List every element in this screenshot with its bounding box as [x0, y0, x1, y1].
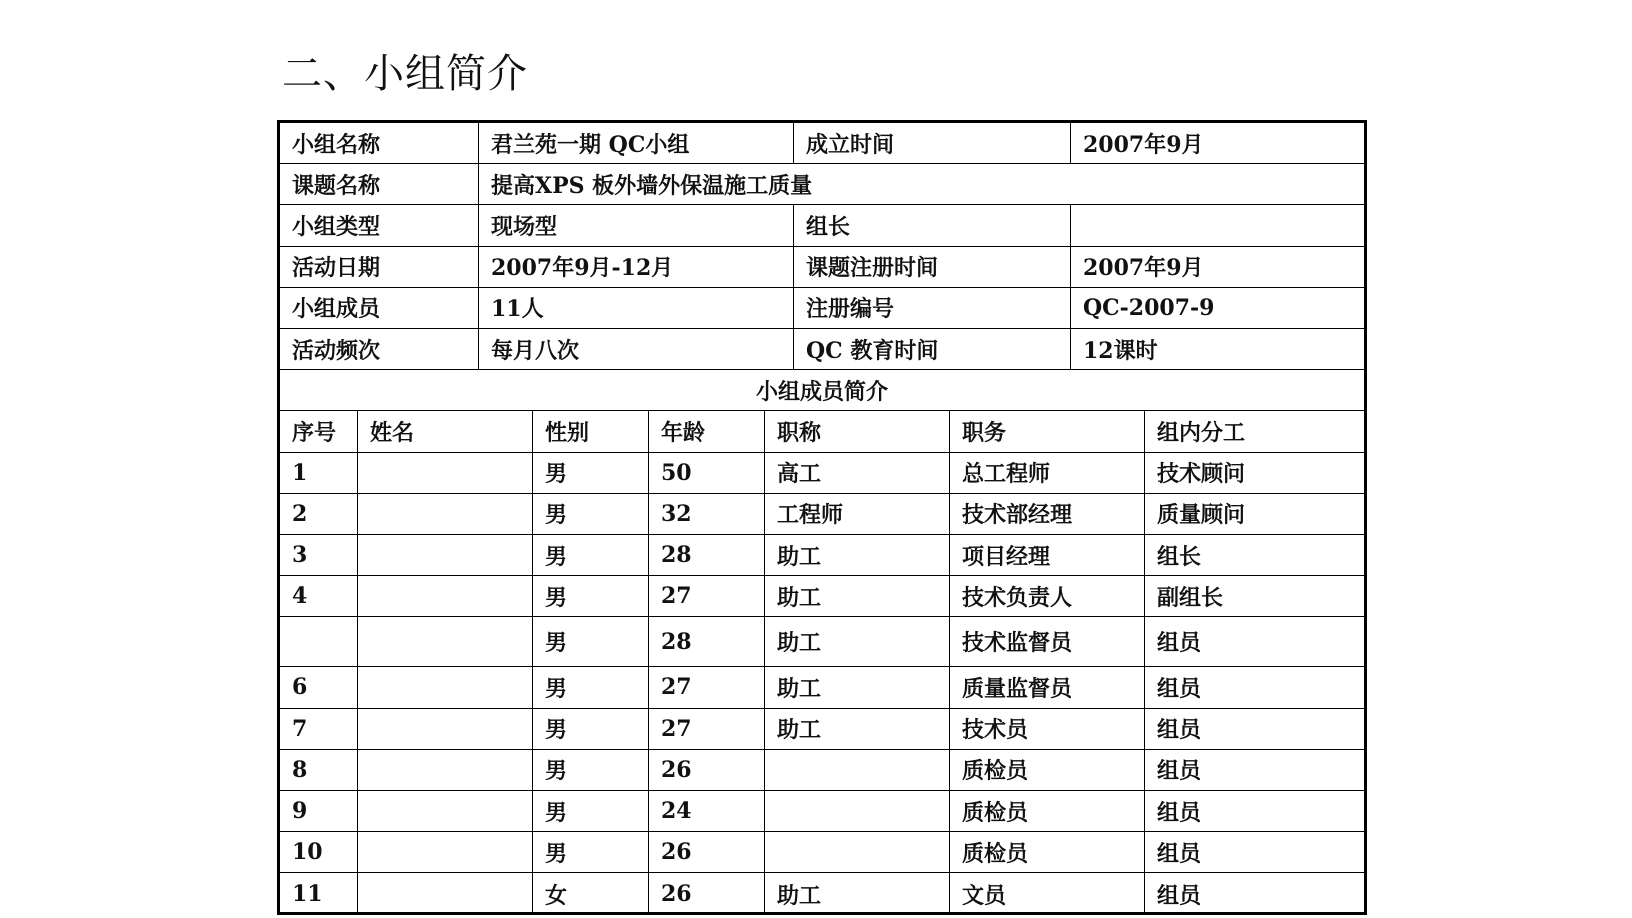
member-cell: 男	[533, 535, 649, 576]
member-cell: 男	[533, 750, 649, 791]
column-header: 职务	[950, 411, 1145, 452]
member-cell	[358, 667, 533, 708]
info-label: 活动频次	[280, 329, 479, 370]
member-cell	[765, 791, 950, 832]
member-cell: 32	[649, 494, 765, 535]
member-cell: 组员	[1145, 750, 1364, 791]
info-label: 注册编号	[794, 288, 1071, 329]
member-cell	[358, 535, 533, 576]
member-cell: 助工	[765, 576, 950, 617]
member-cell: 男	[533, 791, 649, 832]
info-label: 活动日期	[280, 247, 479, 288]
member-cell: 男	[533, 832, 649, 873]
column-header: 职称	[765, 411, 950, 452]
member-cell: 助工	[765, 667, 950, 708]
member-cell: 26	[649, 832, 765, 873]
member-cell: 24	[649, 791, 765, 832]
member-cell: 11	[280, 873, 358, 915]
info-label: 课题名称	[280, 164, 479, 205]
member-cell: 总工程师	[950, 453, 1145, 494]
member-cell: 质检员	[950, 832, 1145, 873]
info-label: 小组类型	[280, 205, 479, 246]
member-cell: 28	[649, 617, 765, 667]
member-cell	[358, 576, 533, 617]
member-cell: 3	[280, 535, 358, 576]
member-cell: 高工	[765, 453, 950, 494]
member-cell	[358, 453, 533, 494]
member-cell	[358, 709, 533, 750]
member-cell: 男	[533, 494, 649, 535]
column-header: 姓名	[358, 411, 533, 452]
member-cell	[765, 750, 950, 791]
member-cell: 男	[533, 709, 649, 750]
member-cell: 质检员	[950, 791, 1145, 832]
member-cell: 助工	[765, 709, 950, 750]
info-value: 12课时	[1071, 329, 1364, 370]
member-cell: 27	[649, 709, 765, 750]
page-title: 二、小组简介	[282, 51, 528, 97]
member-cell: 组员	[1145, 791, 1364, 832]
member-cell: 技术部经理	[950, 494, 1145, 535]
member-cell: 副组长	[1145, 576, 1364, 617]
member-cell: 男	[533, 453, 649, 494]
info-value: 2007年9月	[1071, 123, 1364, 164]
member-cell: 质检员	[950, 750, 1145, 791]
info-label: 小组成员	[280, 288, 479, 329]
info-value: 2007年9月-12月	[479, 247, 794, 288]
member-cell: 7	[280, 709, 358, 750]
member-cell: 4	[280, 576, 358, 617]
info-label: QC 教育时间	[794, 329, 1071, 370]
member-cell: 女	[533, 873, 649, 915]
info-value	[1071, 205, 1364, 246]
info-label: 小组名称	[280, 123, 479, 164]
column-header: 组内分工	[1145, 411, 1364, 452]
member-cell	[358, 494, 533, 535]
member-cell: 组员	[1157, 882, 1202, 909]
info-value: 2007年9月	[1071, 247, 1364, 288]
member-cell: 26	[649, 873, 765, 915]
info-label: 成立时间	[794, 123, 1071, 164]
column-header: 序号	[280, 411, 358, 452]
member-cell	[358, 750, 533, 791]
column-header: 性别	[533, 411, 649, 452]
member-cell: 27	[649, 667, 765, 708]
member-cell: 26	[649, 750, 765, 791]
info-value: 11人	[479, 288, 794, 329]
member-cell: 质量顾问	[1145, 494, 1364, 535]
member-cell	[280, 617, 358, 667]
member-cell: 技术员	[950, 709, 1145, 750]
member-cell	[358, 617, 533, 667]
member-cell: 助工	[765, 873, 950, 915]
member-cell: 2	[280, 494, 358, 535]
member-cell: 男	[533, 617, 649, 667]
info-value: 提高XPS 板外墙外保温施工质量	[479, 164, 1364, 205]
member-cell: 9	[280, 791, 358, 832]
member-cell: 组长	[1145, 535, 1364, 576]
member-cell: 28	[649, 535, 765, 576]
member-cell: 技术监督员	[950, 617, 1145, 667]
member-cell: 1	[280, 453, 358, 494]
member-cell	[358, 832, 533, 873]
member-cell: 组员	[1145, 617, 1364, 667]
member-cell: 技术顾问	[1145, 453, 1364, 494]
member-cell: 质量监督员	[950, 667, 1145, 708]
member-cell: 助工	[765, 535, 950, 576]
info-label: 课题注册时间	[794, 247, 1071, 288]
member-cell	[358, 791, 533, 832]
member-cell	[765, 832, 950, 873]
member-cell: 组员	[1145, 667, 1364, 708]
member-cell	[358, 873, 533, 915]
member-cell: 项目经理	[950, 535, 1145, 576]
info-value: QC-2007-9	[1071, 288, 1364, 329]
group-intro-table	[277, 120, 1367, 915]
info-value: 每月八次	[479, 329, 794, 370]
info-value: 现场型	[479, 205, 794, 246]
member-cell: 组员	[1145, 832, 1364, 873]
member-cell: 工程师	[765, 494, 950, 535]
column-header: 年龄	[649, 411, 765, 452]
member-cell: 组员	[1145, 709, 1364, 750]
member-cell: 27	[649, 576, 765, 617]
member-cell: 50	[649, 453, 765, 494]
member-cell: 助工	[765, 617, 950, 667]
member-cell: 文员	[950, 873, 1145, 915]
info-value: 君兰苑一期 QC小组	[479, 123, 794, 164]
member-cell: 男	[533, 667, 649, 708]
member-cell: 技术负责人	[950, 576, 1145, 617]
member-cell: 男	[533, 576, 649, 617]
members-section-title: 小组成员简介	[280, 370, 1364, 411]
member-cell: 6	[280, 667, 358, 708]
info-label: 组长	[794, 205, 1071, 246]
member-cell: 10	[280, 832, 358, 873]
member-cell: 8	[280, 750, 358, 791]
